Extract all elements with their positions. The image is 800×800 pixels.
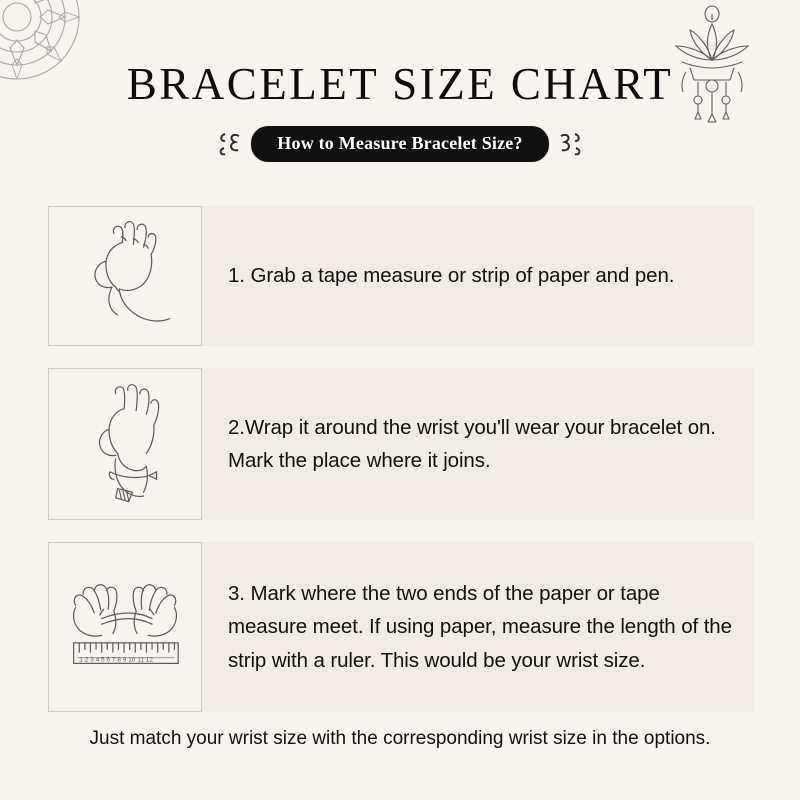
footer-note: Just match your wrist size with the corresponding wrist size in the options. — [89, 728, 711, 749]
flourish-icon — [559, 130, 585, 158]
list-item — [48, 368, 754, 520]
subtitle-pill: How to Measure Bracelet Size? — [251, 126, 548, 162]
step-text: 2.Wrap it around the wrist you'll wear your bracelet on. Mark the place where it joins. — [228, 415, 716, 472]
step-text: 3. Mark where the two ends of the paper or tape measure meet. If using paper, measure the length of the strip with a ruler. This would be your wrist size. — [228, 582, 732, 672]
steps-list — [48, 206, 754, 734]
subtitle-row — [0, 126, 800, 162]
hand-with-tape-around-wrist-illustration — [48, 368, 202, 520]
hand-fist-illustration — [48, 206, 202, 346]
hands-measuring-strip-with-ruler-illustration — [48, 542, 202, 712]
svg-text:1 2 3 4 5 6 7 8 9 10 11 12: 1 2 3 4 5 6 7 8 9 10 11 12 — [79, 656, 154, 664]
list-item — [48, 542, 754, 712]
list-item — [48, 206, 754, 346]
flourish-icon — [215, 130, 241, 158]
page-title: BRACELET SIZE CHART — [126, 59, 674, 109]
step-text: 1. Grab a tape measure or strip of paper and pen. — [228, 264, 675, 288]
